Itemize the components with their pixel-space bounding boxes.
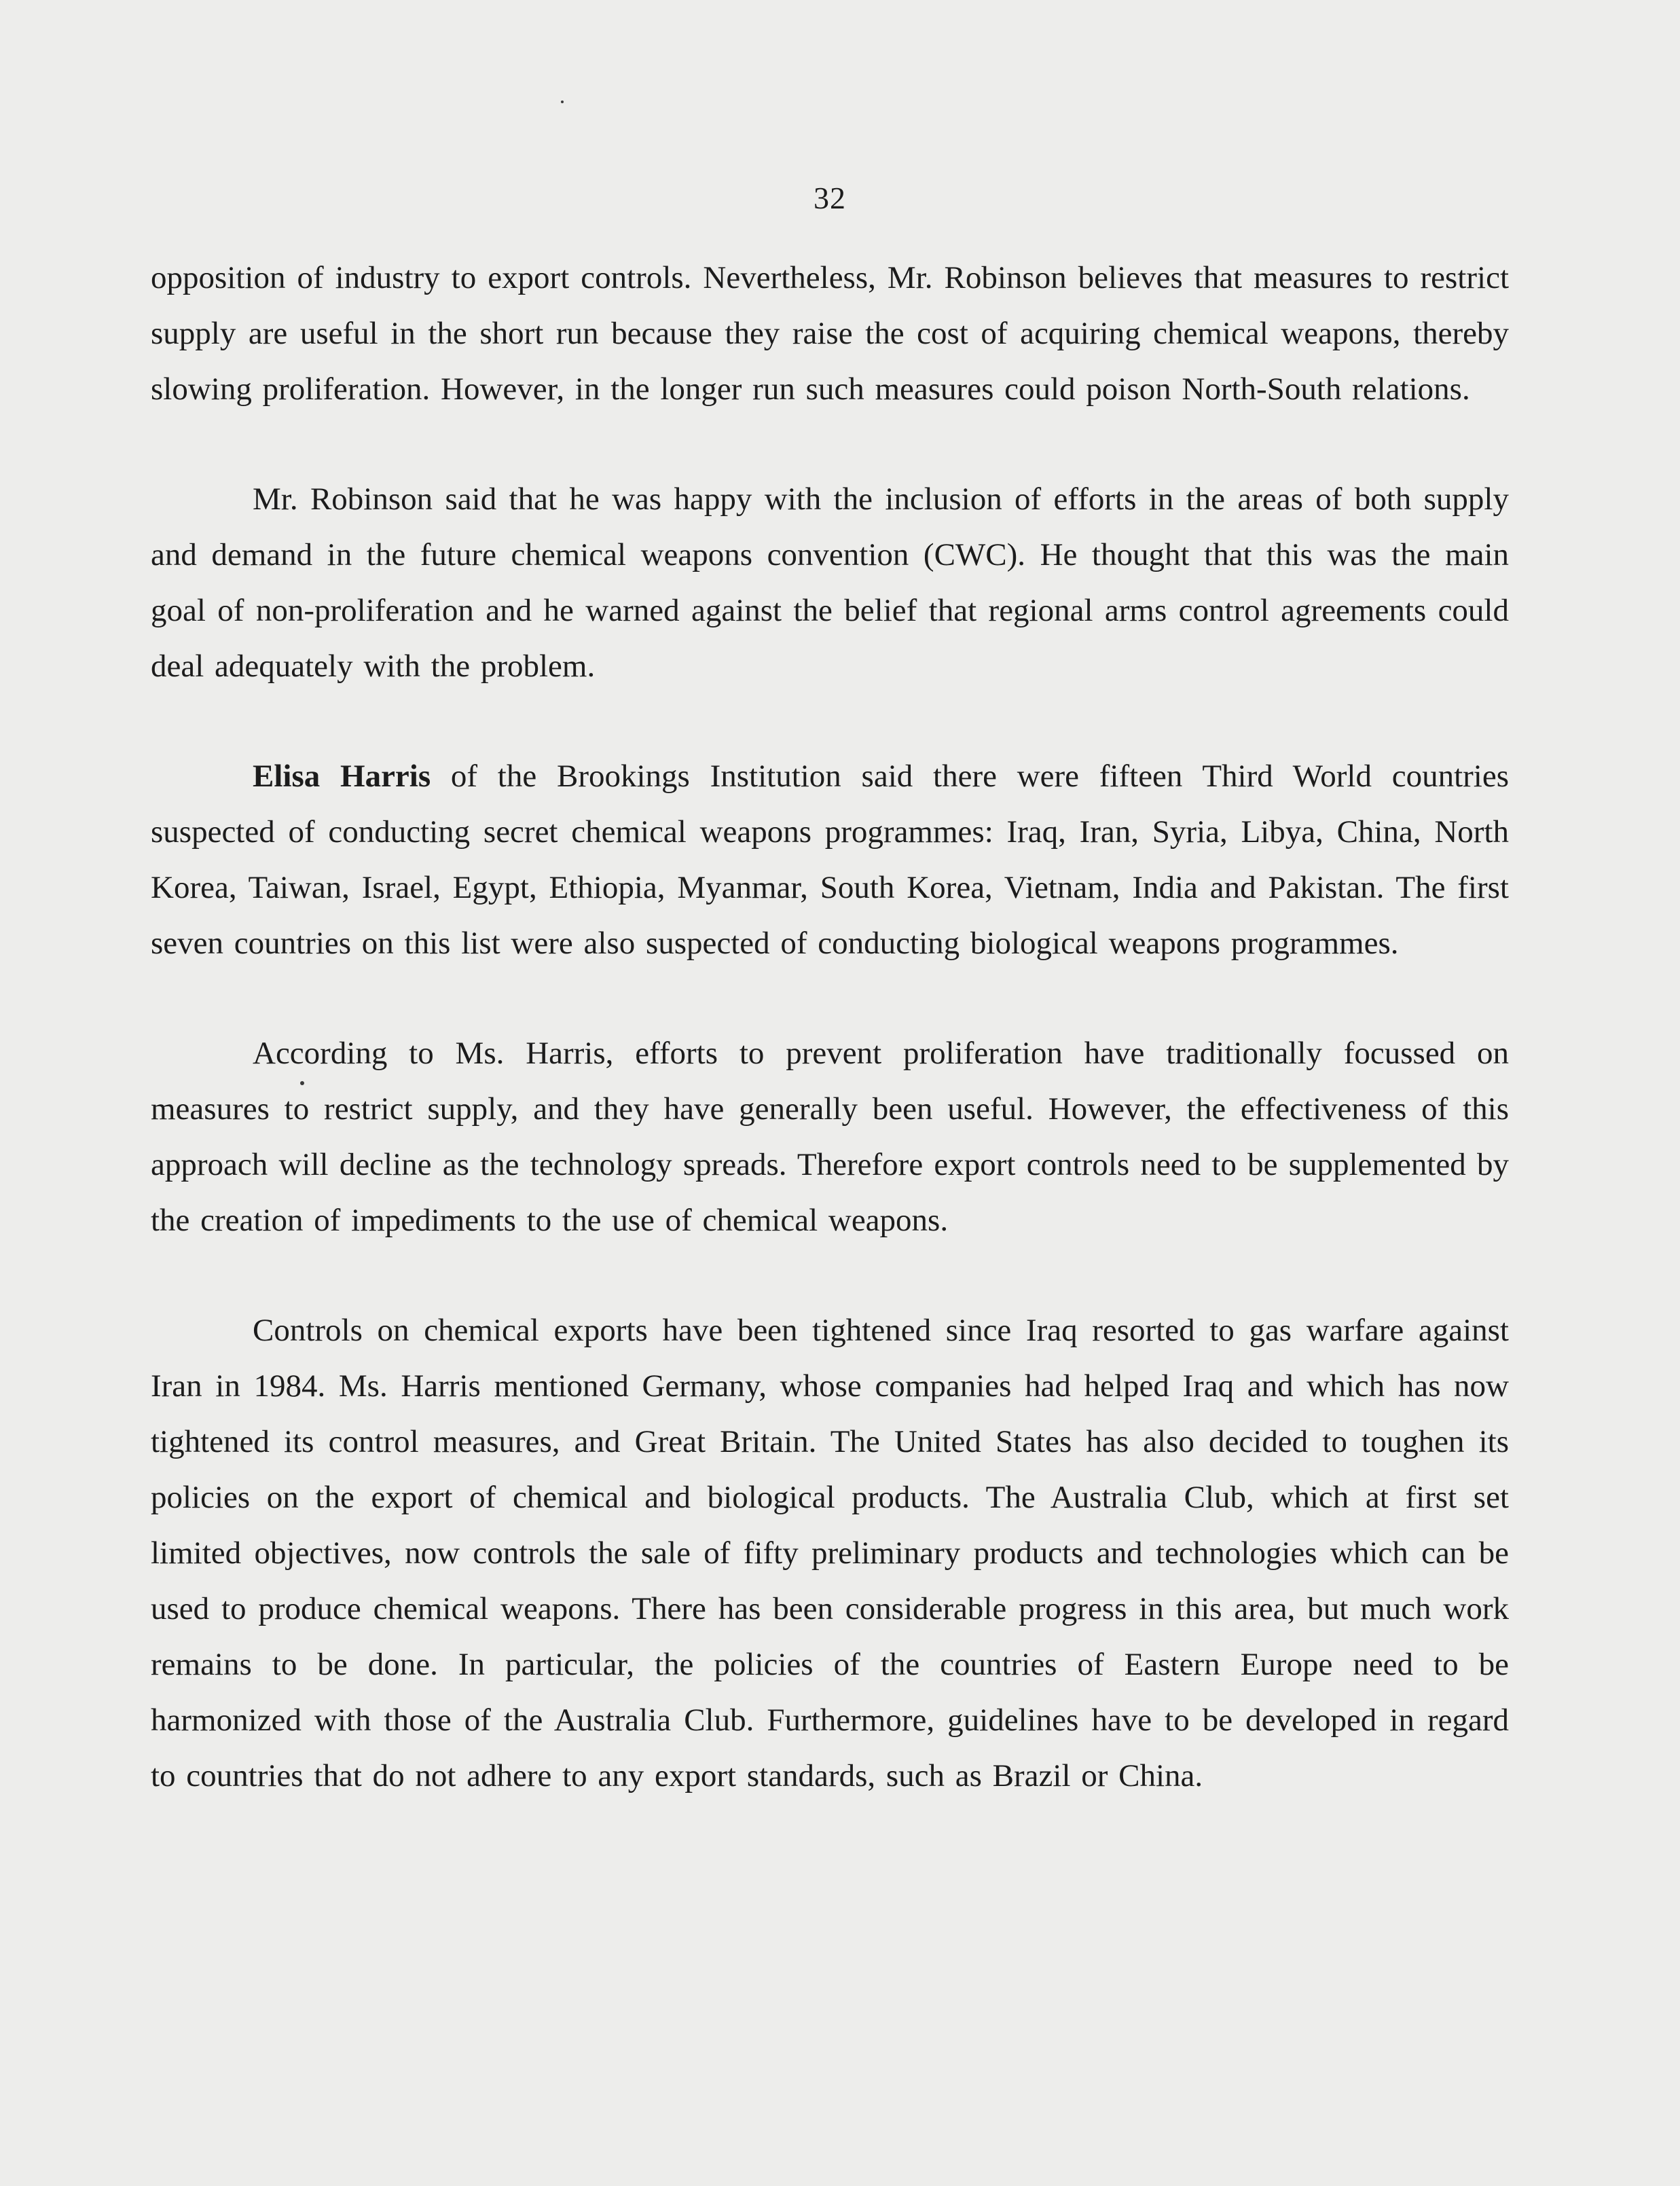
speaker-name: Elisa Harris <box>253 759 431 794</box>
paragraph-3 <box>151 748 1509 971</box>
paragraph-1: opposition of industry to export controls. Nevertheless, Mr. Robinson believes that measures to restrict supply are useful in the short run because they raise the cost of acquiring chemical weapons, thereby slowing proliferation. However, in the longer run such measures could poison North-South relations. <box>151 260 1509 407</box>
scan-speck <box>561 101 564 103</box>
paragraph-3-text: of the Brookings Institution said there were fifteen Third World countries suspected of conducting secret chemical weapons programmes: Iraq, Iran, Syria, Libya, China, North Korea, Taiwan, Israel, Egypt, Ethiopia, Myanmar, South Korea, Vietnam, India and Pakistan. The first seven countries on this list were also suspected of conducting biological weapons programmes. <box>151 759 1509 961</box>
scan-speck <box>300 1081 304 1085</box>
body-text <box>151 250 1509 1858</box>
paragraph-2: Mr. Robinson said that he was happy with the inclusion of efforts in the areas of both supply and demand in the future chemical weapons convention (CWC). He thought that this was the main goal of non-proliferation and he warned against the belief that regional arms control agreements could deal adequately with the problem. <box>151 481 1509 684</box>
paragraph-5: Controls on chemical exports have been tightened since Iraq resorted to gas warfare against Iran in 1984. Ms. Harris mentioned Germany, whose companies had helped Iraq and which has now tightened its control measures, and Great Britain. The United States has also decided to toughen its policies on the export of chemical and biological products. The Australia Club, which at first set limited objectives, now controls the sale of fifty preliminary products and technologies which can be used to produce chemical weapons. There has been considerable progress in this area, but much work remains to be done. In particular, the policies of the countries of Eastern Europe need to be harmonized with those of the Australia Club. Furthermore, guidelines have to be developed in regard to countries that do not adhere to any export standards, such as Brazil or China. <box>151 1313 1509 1793</box>
paragraph-4: According to Ms. Harris, efforts to prevent proliferation have traditionally focussed on measures to restrict supply, and they have generally been useful. However, the effectiveness of this approach will decline as the technology spreads. Therefore export controls need to be supplemented by the creation of impediments to the use of chemical weapons. <box>151 1036 1509 1238</box>
page-number: 32 <box>814 181 846 215</box>
